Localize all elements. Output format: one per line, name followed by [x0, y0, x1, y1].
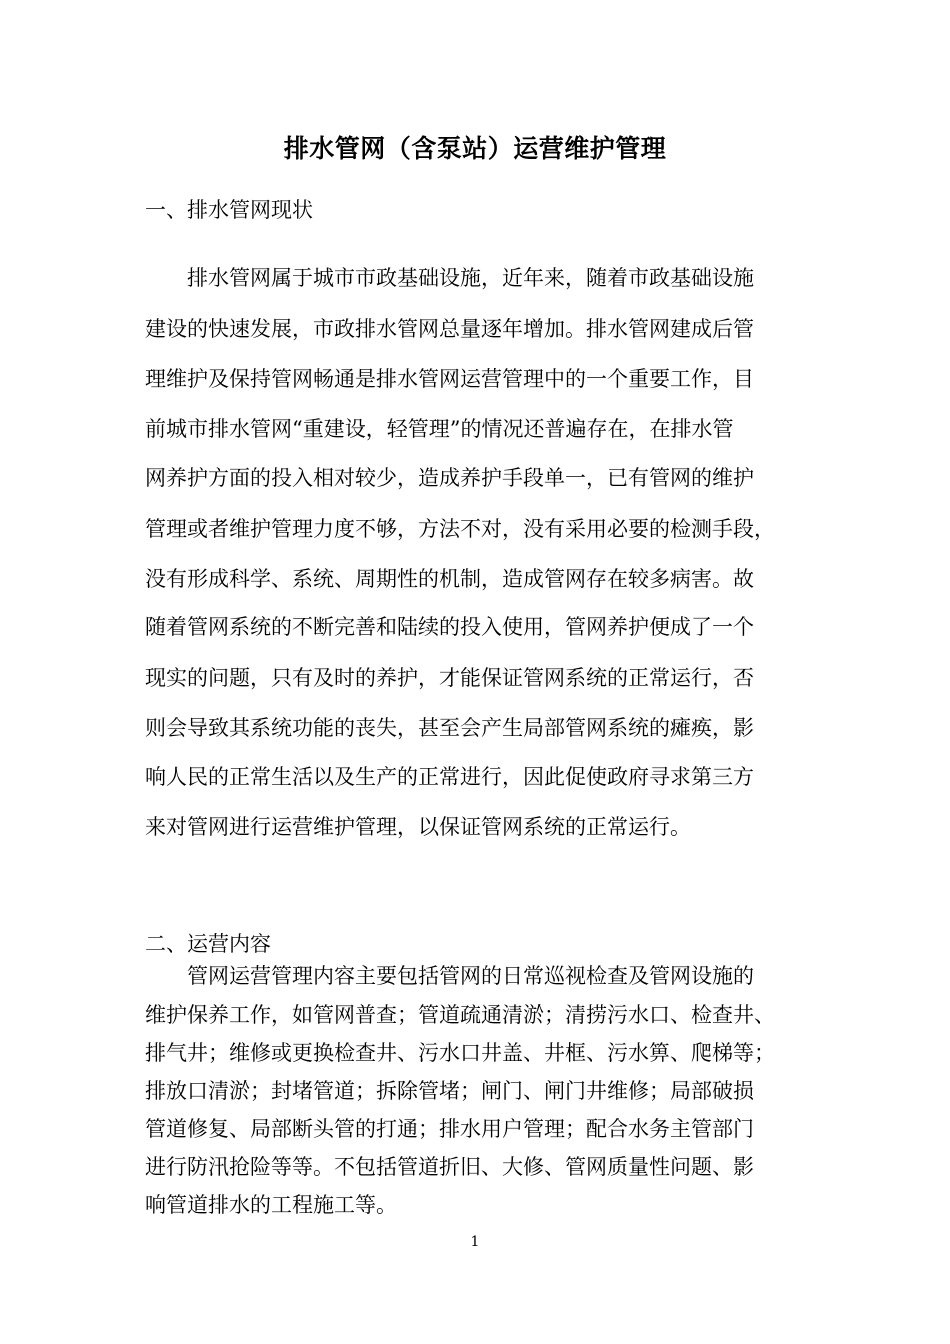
- paragraph-line: 网养护方面的投入相对较少，造成养护手段单一，已有管网的维护: [145, 466, 754, 490]
- paragraph-line: 响人民的正常生活以及生产的正常进行，因此促使政府寻求第三方: [145, 765, 754, 789]
- paragraph-line: 建设的快速发展，市政排水管网总量逐年增加。排水管网建成后管: [145, 317, 754, 341]
- paragraph-line: 随着管网系统的不断完善和陆续的投入使用，管网养护便成了一个: [145, 615, 754, 639]
- document-title: 排水管网（含泵站）运营维护管理: [283, 134, 667, 163]
- paragraph-line: 理维护及保持管网畅通是排水管网运营管理中的一个重要工作，目: [145, 367, 754, 391]
- paragraph-line: 排放口清淤；封堵管道；拆除管堵；闸门、闸门井维修；局部破损: [145, 1079, 754, 1103]
- paragraph-line: 没有形成科学、系统、周期性的机制，造成管网存在较多病害。故: [145, 567, 754, 591]
- section-heading-operations: 二、运营内容: [145, 932, 271, 956]
- section-heading-status: 一、排水管网现状: [145, 198, 313, 222]
- paragraph-line: 前城市排水管网“重建设，轻管理”的情况还普遍存在，在排水管: [145, 417, 734, 441]
- paragraph-line: 现实的问题，只有及时的养护，才能保证管网系统的正常运行，否: [145, 666, 754, 690]
- paragraph-line: 管网运营管理内容主要包括管网的日常巡视检查及管网设施的: [187, 964, 754, 988]
- paragraph-line: 进行防汛抢险等等。不包括管道折旧、大修、管网质量性问题、影: [145, 1155, 754, 1179]
- paragraph-line: 来对管网进行运营维护管理，以保证管网系统的正常运行。: [145, 815, 691, 839]
- page-number: 1: [470, 1234, 480, 1250]
- paragraph-line: 响管道排水的工程施工等。: [145, 1193, 397, 1217]
- paragraph-line: 管理或者维护管理力度不够，方法不对，没有采用必要的检测手段，: [145, 517, 775, 541]
- paragraph-line: 排气井；维修或更换检查井、污水口井盖、井框、污水箅、爬梯等；: [145, 1041, 775, 1065]
- paragraph-line: 排水管网属于城市市政基础设施，近年来，随着市政基础设施: [187, 266, 754, 290]
- paragraph-line: 维护保养工作，如管网普查；管道疏通清淤；清捞污水口、检查井、: [145, 1003, 775, 1027]
- paragraph-line: 则会导致其系统功能的丧失，甚至会产生局部管网系统的瘫痪，影: [145, 716, 754, 740]
- paragraph-line: 管道修复、局部断头管的打通；排水用户管理；配合水务主管部门: [145, 1117, 754, 1141]
